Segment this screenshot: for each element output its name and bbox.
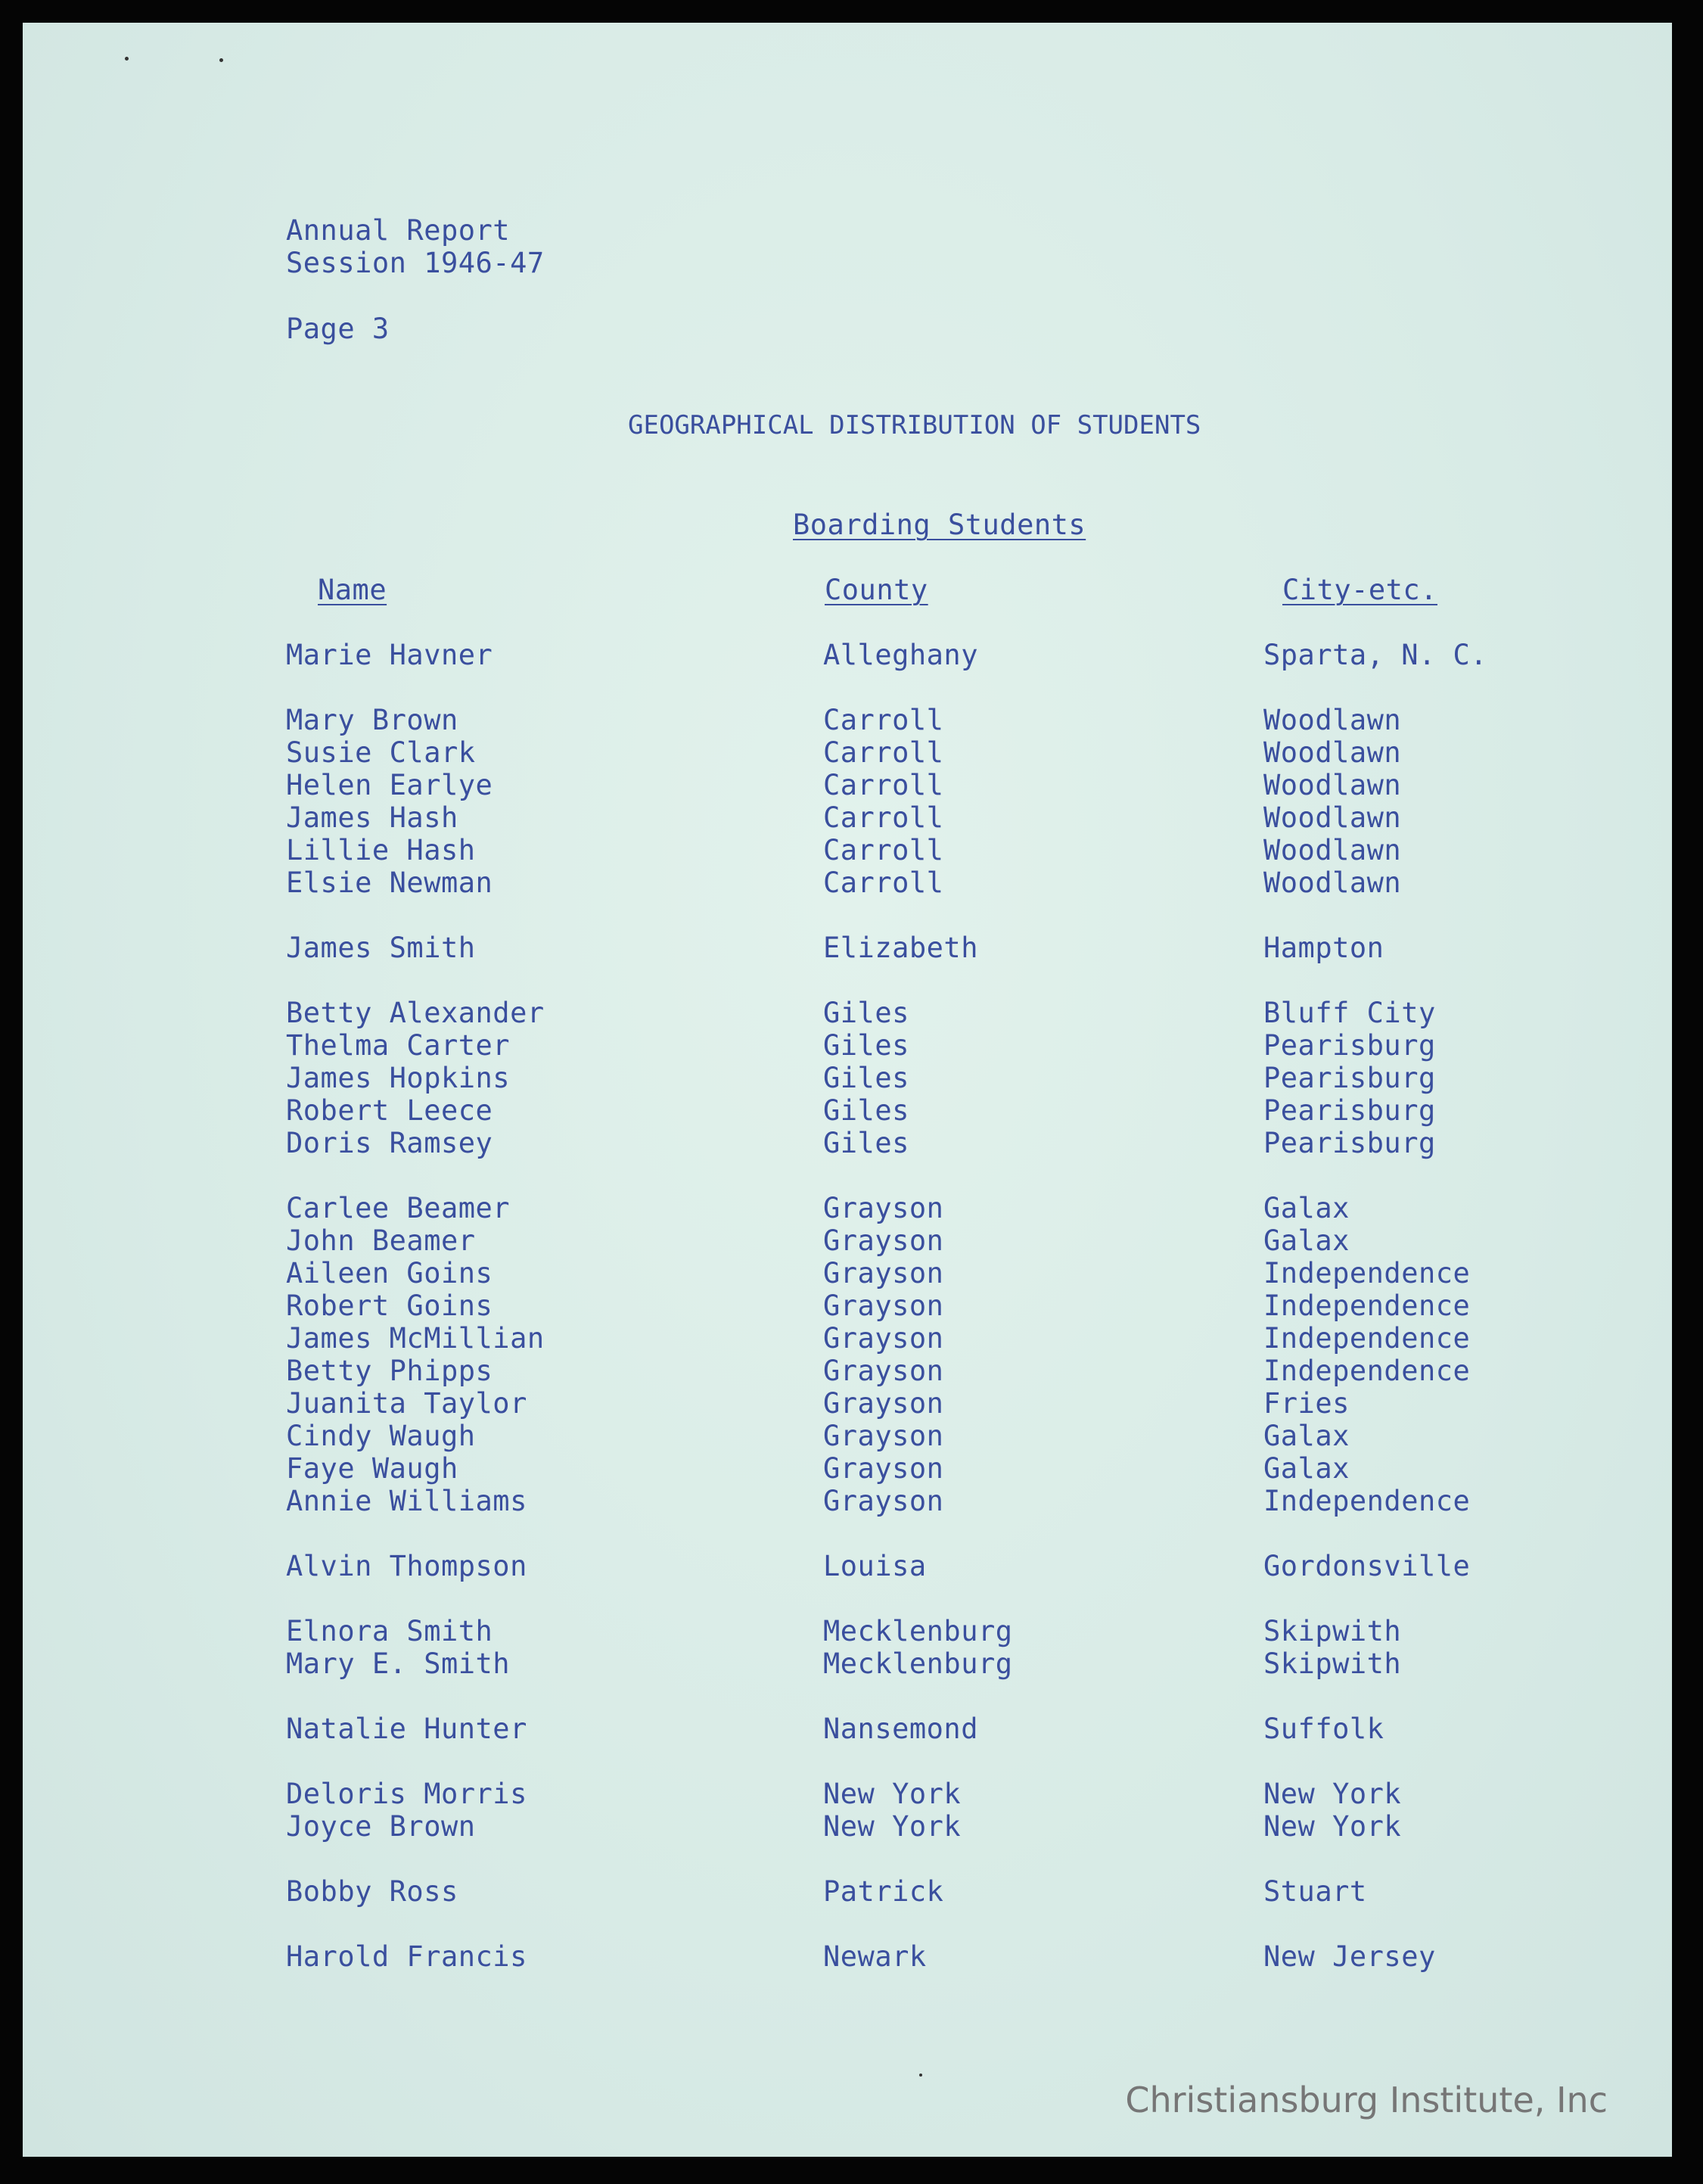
student-city: Bluff City <box>1263 997 1436 1029</box>
student-name: Susie Clark <box>286 736 476 769</box>
student-name: Thelma Carter <box>286 1029 511 1062</box>
student-name: Mary E. Smith <box>286 1647 511 1680</box>
student-city: Woodlawn <box>1263 834 1402 866</box>
student-county: Mecklenburg <box>823 1615 1013 1647</box>
report-title-line: Annual Report <box>286 214 511 247</box>
student-county: Grayson <box>823 1322 944 1355</box>
student-name: Carlee Beamer <box>286 1192 511 1224</box>
student-name: Marie Havner <box>286 639 493 671</box>
student-name: Deloris Morris <box>286 1778 527 1810</box>
student-city: Skipwith <box>1263 1647 1402 1680</box>
student-city: Independence <box>1263 1485 1471 1517</box>
student-name: James Hopkins <box>286 1062 511 1094</box>
student-city: Skipwith <box>1263 1615 1402 1647</box>
student-county: Carroll <box>823 801 944 834</box>
student-county: Mecklenburg <box>823 1647 1013 1680</box>
student-city: Pearisburg <box>1263 1127 1436 1159</box>
document-heading: GEOGRAPHICAL DISTRIBUTION OF STUDENTS <box>628 410 1201 440</box>
student-county: Giles <box>823 1127 909 1159</box>
student-city: Pearisburg <box>1263 1029 1436 1062</box>
student-city: New York <box>1263 1778 1402 1810</box>
student-name: Mary Brown <box>286 704 458 736</box>
student-county: Grayson <box>823 1452 944 1485</box>
student-county: Carroll <box>823 866 944 899</box>
student-name: Natalie Hunter <box>286 1713 527 1745</box>
student-city: Fries <box>1263 1387 1350 1420</box>
column-header-name: Name <box>318 574 387 606</box>
student-city: Suffolk <box>1263 1713 1384 1745</box>
student-name: James Smith <box>286 932 476 964</box>
student-name: Cindy Waugh <box>286 1420 476 1452</box>
student-county: Grayson <box>823 1257 944 1290</box>
student-name: Robert Leece <box>286 1094 493 1127</box>
student-county: Grayson <box>823 1420 944 1452</box>
student-county: Giles <box>823 1029 909 1062</box>
student-city: Galax <box>1263 1224 1350 1257</box>
paper-speck <box>125 57 129 61</box>
student-name: John Beamer <box>286 1224 476 1257</box>
student-city: New York <box>1263 1810 1402 1843</box>
student-county: Grayson <box>823 1290 944 1322</box>
student-city: Independence <box>1263 1355 1471 1387</box>
student-name: Joyce Brown <box>286 1810 476 1843</box>
student-city: Stuart <box>1263 1875 1367 1908</box>
student-county: Nansemond <box>823 1713 978 1745</box>
student-city: Woodlawn <box>1263 736 1402 769</box>
student-city: Pearisburg <box>1263 1062 1436 1094</box>
student-county: Giles <box>823 997 909 1029</box>
student-county: New York <box>823 1778 962 1810</box>
student-name: James Hash <box>286 801 458 834</box>
student-city: New Jersey <box>1263 1940 1436 1973</box>
student-city: Woodlawn <box>1263 704 1402 736</box>
student-name: Doris Ramsey <box>286 1127 493 1159</box>
student-county: Carroll <box>823 704 944 736</box>
student-name: Bobby Ross <box>286 1875 458 1908</box>
column-header-city: City-etc. <box>1282 574 1437 606</box>
student-city: Hampton <box>1263 932 1384 964</box>
student-city: Galax <box>1263 1420 1350 1452</box>
student-city: Galax <box>1263 1192 1350 1224</box>
student-city: Sparta, N. C. <box>1263 639 1488 671</box>
section-heading: Boarding Students <box>793 509 1086 541</box>
document-page <box>23 23 1672 2157</box>
page-number: Page 3 <box>286 313 390 345</box>
student-name: Alvin Thompson <box>286 1550 527 1582</box>
student-city: Independence <box>1263 1322 1471 1355</box>
student-county: Grayson <box>823 1192 944 1224</box>
student-county: Giles <box>823 1062 909 1094</box>
student-name: Lillie Hash <box>286 834 476 866</box>
student-city: Galax <box>1263 1452 1350 1485</box>
student-name: Aileen Goins <box>286 1257 493 1290</box>
student-county: Patrick <box>823 1875 944 1908</box>
session-line: Session 1946-47 <box>286 247 545 279</box>
student-name: Faye Waugh <box>286 1452 458 1485</box>
paper-speck <box>919 2074 922 2077</box>
student-name: Elnora Smith <box>286 1615 493 1647</box>
student-city: Gordonsville <box>1263 1550 1471 1582</box>
student-county: Louisa <box>823 1550 927 1582</box>
student-name: James McMillian <box>286 1322 545 1355</box>
student-name: Betty Alexander <box>286 997 545 1029</box>
student-name: Helen Earlye <box>286 769 493 801</box>
student-name: Robert Goins <box>286 1290 493 1322</box>
student-county: Elizabeth <box>823 932 978 964</box>
student-county: Grayson <box>823 1355 944 1387</box>
student-name: Harold Francis <box>286 1940 527 1973</box>
student-name: Juanita Taylor <box>286 1387 527 1420</box>
student-county: Carroll <box>823 769 944 801</box>
student-city: Woodlawn <box>1263 801 1402 834</box>
student-county: Giles <box>823 1094 909 1127</box>
student-name: Elsie Newman <box>286 866 493 899</box>
student-name: Annie Williams <box>286 1485 527 1517</box>
student-county: Grayson <box>823 1224 944 1257</box>
student-city: Independence <box>1263 1290 1471 1322</box>
student-city: Independence <box>1263 1257 1471 1290</box>
student-city: Woodlawn <box>1263 866 1402 899</box>
student-county: Newark <box>823 1940 927 1973</box>
column-header-county: County <box>825 574 928 606</box>
student-county: Carroll <box>823 736 944 769</box>
student-city: Pearisburg <box>1263 1094 1436 1127</box>
watermark: Christiansburg Institute, Inc <box>1125 2080 1608 2120</box>
student-county: Grayson <box>823 1387 944 1420</box>
student-county: Carroll <box>823 834 944 866</box>
paper-speck <box>219 58 223 62</box>
student-county: Alleghany <box>823 639 978 671</box>
student-county: Grayson <box>823 1485 944 1517</box>
student-county: New York <box>823 1810 962 1843</box>
student-city: Woodlawn <box>1263 769 1402 801</box>
student-name: Betty Phipps <box>286 1355 493 1387</box>
